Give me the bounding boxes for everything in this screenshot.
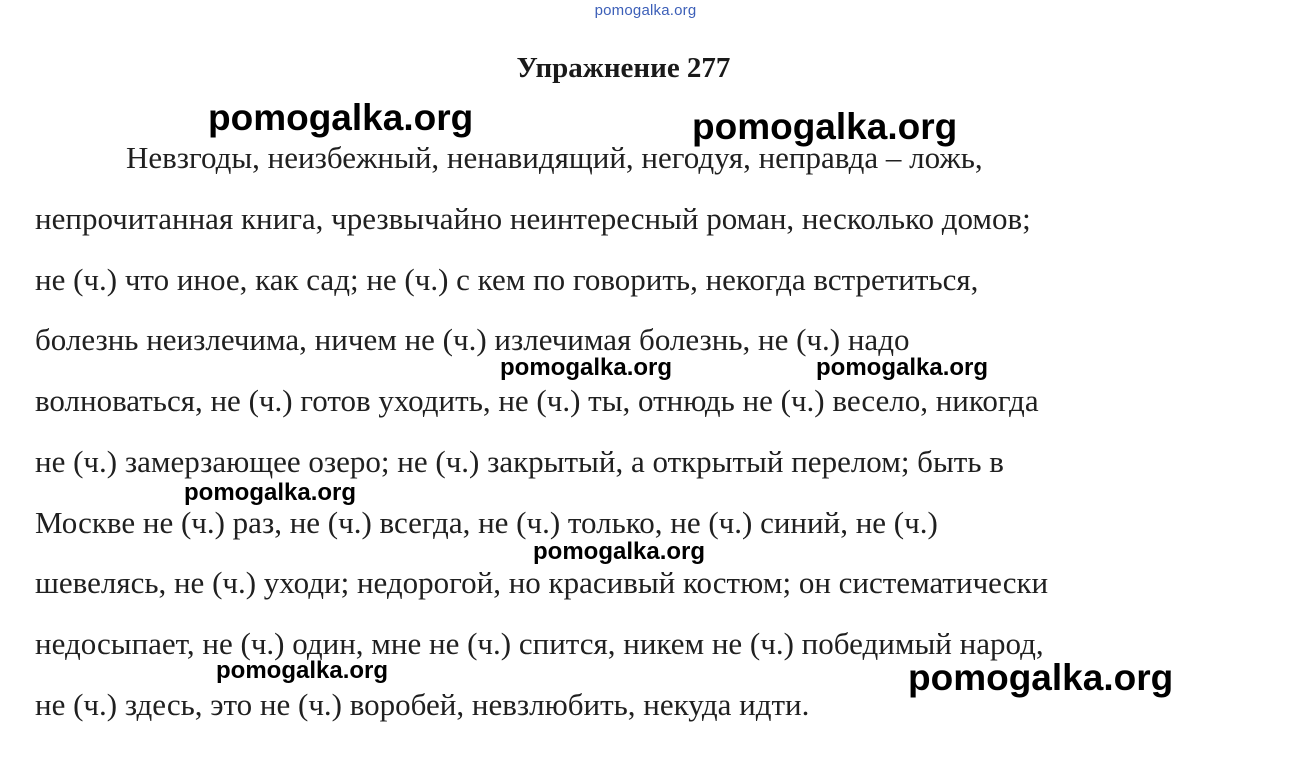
text-line: не (ч.) замерзающее озеро; не (ч.) закрытый, а открытый перелом; быть в (35, 444, 1004, 479)
watermark: pomogalka.org (692, 106, 958, 147)
watermark: pomogalka.org (816, 354, 989, 381)
text-line: недосыпает, не (ч.) один, мне не (ч.) спится, никем не (ч.) победимый народ, (35, 626, 1044, 661)
site-link[interactable]: pomogalka.org (594, 2, 697, 19)
watermark: pomogalka.org (908, 657, 1174, 698)
text-line: Невзгоды, неизбежный, ненавидящий, негодуя, неправда – ложь, (126, 140, 983, 175)
text-line: волноваться, не (ч.) готов уходить, не (ч.) ты, отнюдь не (ч.) весело, никогда (35, 383, 1039, 418)
text-line: шевелясь, не (ч.) уходи; недорогой, но красивый костюм; он систематически (35, 565, 1049, 600)
watermark: pomogalka.org (208, 97, 474, 138)
watermark: pomogalka.org (500, 354, 673, 381)
exercise-title: Упражнение 277 (516, 52, 731, 84)
text-line: Москве не (ч.) раз, не (ч.) всегда, не (ч.) только, не (ч.) синий, не (ч.) (35, 505, 938, 540)
watermark: pomogalka.org (216, 657, 389, 684)
watermark: pomogalka.org (533, 538, 706, 565)
text-line: не (ч.) здесь, это не (ч.) воробей, невзлюбить, некуда идти. (35, 687, 810, 722)
watermark: pomogalka.org (184, 479, 357, 506)
text-line: не (ч.) что иное, как сад; не (ч.) с кем по говорить, некогда встретиться, (35, 262, 979, 297)
text-line: непрочитанная книга, чрезвычайно неинтересный роман, несколько домов; (35, 201, 1031, 236)
text-line: болезнь неизлечима, ничем не (ч.) излечимая болезнь, не (ч.) надо (35, 322, 910, 357)
